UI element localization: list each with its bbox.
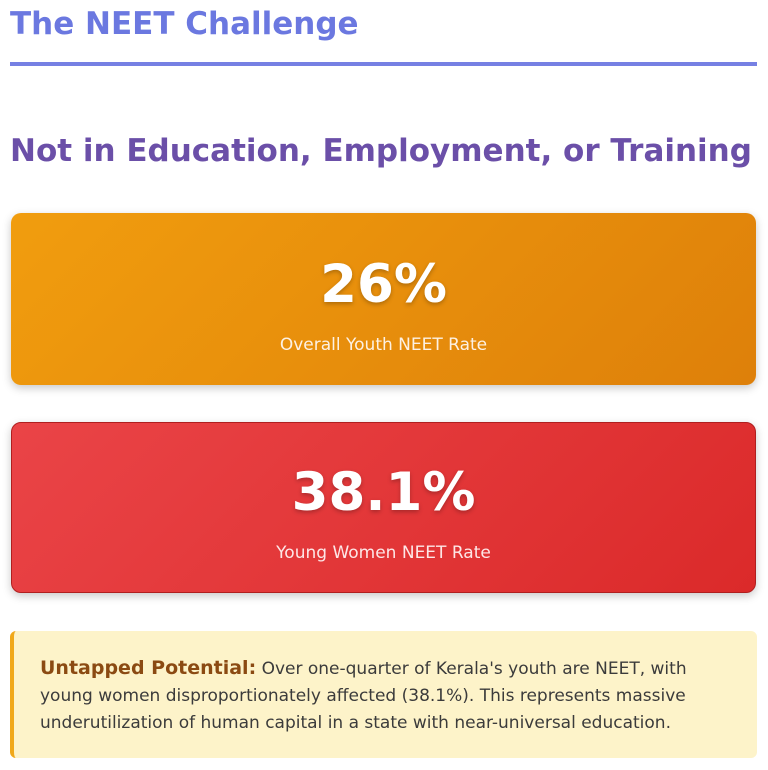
callout-text xyxy=(40,655,737,737)
section-title: Not in Education, Employment, or Training xyxy=(10,133,752,169)
stat-card-overall-neet xyxy=(11,213,756,385)
stat-label-women: Young Women NEET Rate xyxy=(276,543,491,563)
callout-body: Over one-quarter of Kerala's youth are NEET, with young women disproportionately affected (38.1%). This represents massive underutilization of human capital in a state with near-universal education. xyxy=(40,659,687,733)
callout-box xyxy=(10,631,757,758)
callout-lead: Untapped Potential: xyxy=(40,657,257,679)
header-divider xyxy=(10,62,757,66)
page-title: The NEET Challenge xyxy=(10,6,359,42)
stat-value-overall: 26% xyxy=(320,254,447,315)
stat-card-women-neet xyxy=(11,422,756,593)
stat-label-overall: Overall Youth NEET Rate xyxy=(279,335,488,355)
stat-value-women: 38.1% xyxy=(291,462,476,523)
